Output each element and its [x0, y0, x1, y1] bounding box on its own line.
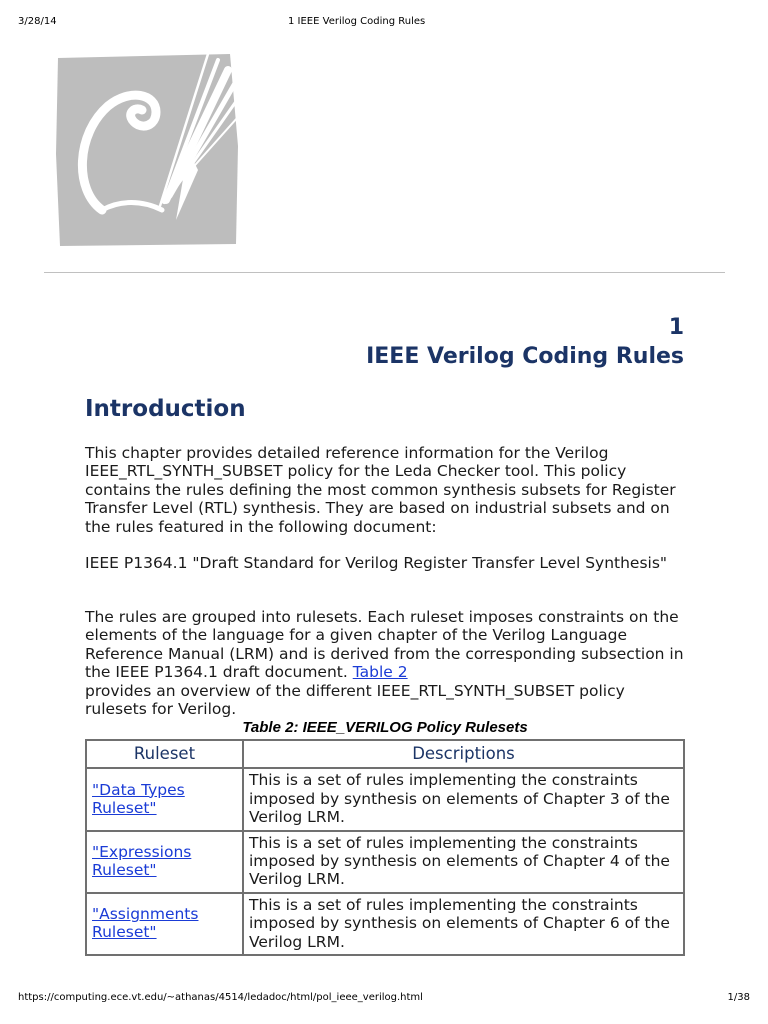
rulesets-text-after: provides an overview of the different IEEE_RTL_SYNTH_SUBSET policy rulesets for Verilog.: [85, 681, 625, 719]
ruleset-cell: [86, 768, 243, 830]
page-number: 1/38: [727, 992, 750, 1003]
rulesets-paragraph: [85, 608, 685, 718]
swan-quill-logo-icon: [52, 50, 246, 248]
column-header-ruleset: Ruleset: [86, 740, 243, 768]
table-row: [86, 831, 684, 893]
table-header-row: [86, 740, 684, 768]
print-footer: [18, 992, 750, 1006]
print-title: 1 IEEE Verilog Coding Rules: [288, 16, 426, 27]
rulesets-table: [85, 739, 685, 956]
description-cell: This is a set of rules implementing the constraints imposed by synthesis on elements of Chapter 4 of the Verilog LRM.: [243, 831, 684, 893]
column-header-descriptions: Descriptions: [243, 740, 684, 768]
chapter-title: IEEE Verilog Coding Rules: [366, 344, 684, 369]
ruleset-cell: [86, 893, 243, 955]
table-row: [86, 768, 684, 830]
chapter-heading: [366, 313, 684, 371]
intro-paragraph: This chapter provides detailed reference information for the Verilog IEEE_RTL_SYNTH_SUBSET policy for the Leda Checker tool. This policy contains the rules defining the most common synthesis subsets for Register Transfer Level (RTL) synthesis. They are based on industrial subsets and on the rules featured in the following document:: [85, 444, 676, 536]
description-cell: This is a set of rules implementing the constraints imposed by synthesis on elements of Chapter 6 of the Verilog LRM.: [243, 893, 684, 955]
section-heading-introduction: Introduction: [85, 396, 246, 422]
description-cell: This is a set of rules implementing the constraints imposed by synthesis on elements of Chapter 3 of the Verilog LRM.: [243, 768, 684, 830]
table-caption: Table 2: IEEE_VERILOG Policy Rulesets: [242, 719, 528, 736]
table-2-link[interactable]: Table 2: [352, 663, 408, 682]
reference-paragraph: IEEE P1364.1 "Draft Standard for Verilog Register Transfer Level Synthesis": [85, 554, 668, 572]
chapter-number: 1: [668, 315, 684, 340]
ruleset-cell: [86, 831, 243, 893]
rulesets-text-before: The rules are grouped into rulesets. Each ruleset imposes constraints on the elements of the language for a given chapter of the Verilog Language Reference Manual (LRM) and is derived from the corresponding subsection in the IEEE P1364.1 draft document.: [85, 608, 684, 682]
ruleset-link-data-types[interactable]: "Data Types Ruleset": [92, 780, 185, 818]
ruleset-link-assignments[interactable]: "Assignments Ruleset": [92, 905, 199, 942]
table-row: [86, 893, 684, 955]
print-date: 3/28/14: [18, 16, 57, 27]
ruleset-link-expressions[interactable]: "Expressions Ruleset": [92, 842, 192, 880]
print-url: https://computing.ece.vt.edu/~athanas/4514/ledadoc/html/pol_ieee_verilog.html: [18, 992, 423, 1003]
horizontal-divider: [44, 272, 725, 273]
